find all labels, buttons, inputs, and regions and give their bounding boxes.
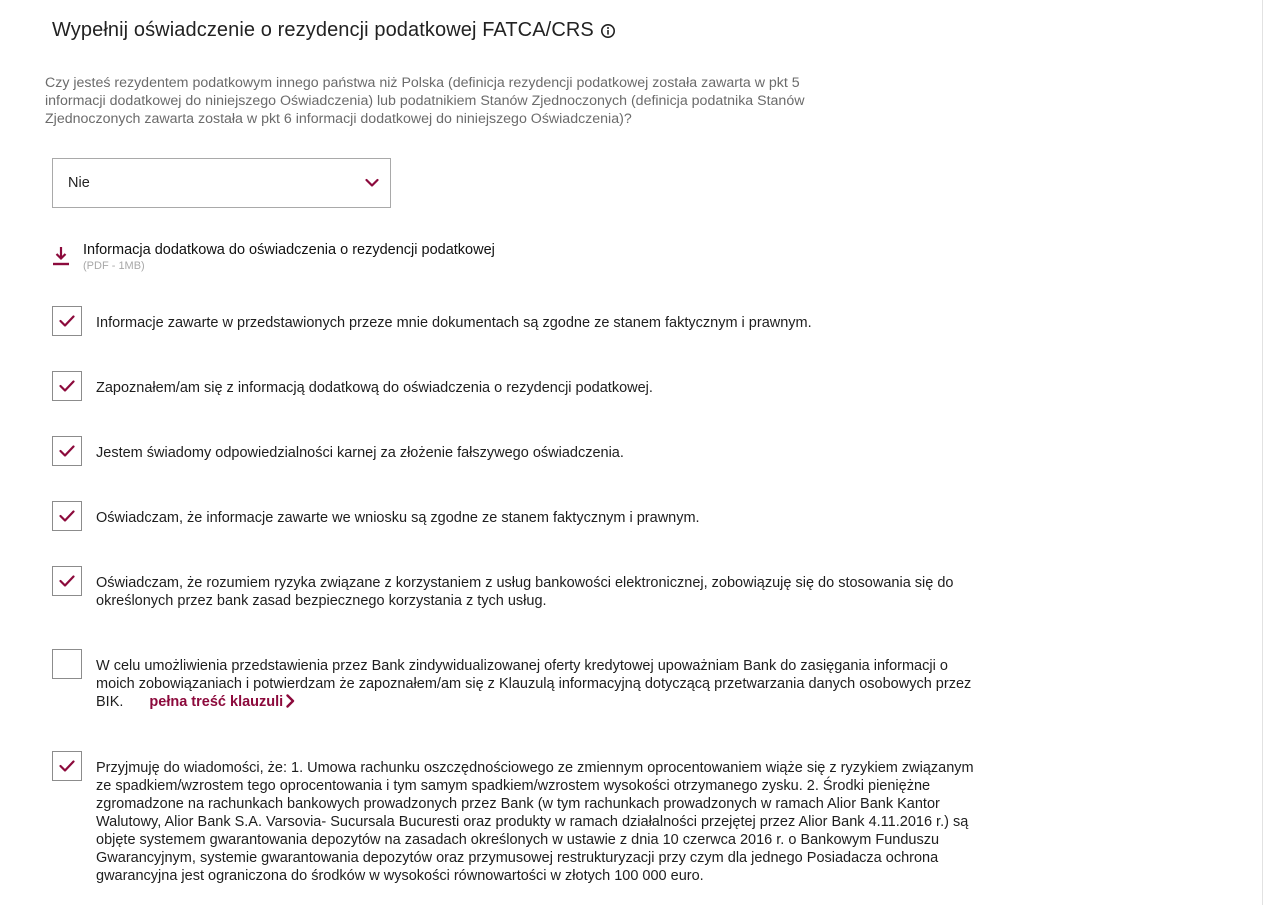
info-circle-icon[interactable] <box>600 23 616 39</box>
download-text <box>83 240 495 272</box>
tax-residency-question: Czy jesteś rezydentem podatkowym innego państwa niż Polska (definicja rezydencji podatkowej została zawarta w pkt 5 informacji dodatkowej do niniejszego Oświadczenia) lub podatnikiem Stanów Zjednoczonych (definicja podatnika Stanów Zjednoczonych zawarta została w pkt 6 informacji dodatkowej do niniejszego Oświadczenia)? <box>45 75 805 127</box>
consent-label <box>96 314 981 332</box>
consent-checkbox[interactable] <box>52 436 82 466</box>
download-icon <box>52 245 70 269</box>
consent-checkbox[interactable] <box>52 501 82 531</box>
download-title: Informacja dodatkowa do oświadczenia o rezydencji podatkowej <box>83 242 495 258</box>
form-header <box>52 19 616 42</box>
download-link[interactable] <box>52 240 495 272</box>
consent-label <box>96 574 981 610</box>
panel-right-border <box>1262 0 1263 905</box>
consent-checkbox[interactable] <box>52 751 82 781</box>
consent-checkbox[interactable] <box>52 371 82 401</box>
full-clause-link-label: pełna treść klauzuli <box>149 694 284 710</box>
consent-checkbox[interactable] <box>52 649 82 679</box>
tax-residency-select[interactable] <box>52 158 391 208</box>
consent-text: Przyjmuję do wiadomości, że: 1. Umowa rachunku oszczędnościowego ze zmiennym oprocentowaniem wiąże się z ryzykiem związanym ze spadkiem/wzrostem tego oprocentowania i tym samym spadkiem/wzrostem wysokości otrzymanego zysku. 2. Środki pieniężne zgromadzone na rachunkach bankowych prowadzonych przez Bank (w tym rachunkach prowadzonych w ramach Alior Bank Kantor Walutowy, Alior Bank S.A. Varsovia- Sucursala Bucuresti oraz produkty w ramach działalności przejętej przez Alior Bank 4.11.2016 r.) są objęte systemem gwarantowania depozytów na zasadach określonych w ustawie z dnia 10 czerwca 2016 r. o Bankowym Funduszu Gwarancyjnym, systemie gwarantowania depozytów oraz przymusowej restrukturyzacji przy czym dla jednego Posiadacza ochrona gwarancyjna jest ograniczona do środków w wysokości równowartości w złotych 100 000 euro. <box>96 760 974 884</box>
consent-checkbox[interactable] <box>52 306 82 336</box>
consent-text: Oświadczam, że rozumiem ryzyka związane z korzystaniem z usług bankowości elektronicznej, zobowiązuję się do stosowania się do określonych przez bank zasad bezpiecznego korzystania z tych usług. <box>96 575 954 609</box>
consent-label <box>96 444 981 462</box>
chevron-right-icon <box>283 694 295 710</box>
page-title: Wypełnij oświadczenie o rezydencji podatkowej FATCA/CRS <box>52 19 594 41</box>
full-clause-link[interactable] <box>149 694 295 710</box>
consent-text: Zapoznałem/am się z informacją dodatkową do oświadczenia o rezydencji podatkowej. <box>96 380 653 396</box>
consent-text: Jestem świadomy odpowiedzialności karnej za złożenie fałszywego oświadczenia. <box>96 445 624 461</box>
consent-checkbox[interactable] <box>52 566 82 596</box>
consent-label <box>96 379 981 397</box>
consent-text: Oświadczam, że informacje zawarte we wniosku są zgodne ze stanem faktycznym i prawnym. <box>96 510 700 526</box>
select-value: Nie <box>68 175 90 191</box>
chevron-down-icon <box>365 176 379 190</box>
consent-label <box>96 509 981 527</box>
download-file-meta: (PDF - 1MB) <box>83 260 145 272</box>
consent-text: W celu umożliwienia przedstawienia przez Bank zindywidualizowanej oferty kredytowej upoważniam Bank do zasięgania informacji o moich zobowiązaniach i potwierdzam że zapoznałem/am się z Klauzulą informacyjną dotyczącą przetwarzania danych osobowych przez BIK. <box>96 658 972 710</box>
consent-text: Informacje zawarte w przedstawionych przeze mnie dokumentach są zgodne ze stanem faktycznym i prawnym. <box>96 315 812 331</box>
consent-label <box>96 657 981 711</box>
consent-label <box>96 759 981 885</box>
